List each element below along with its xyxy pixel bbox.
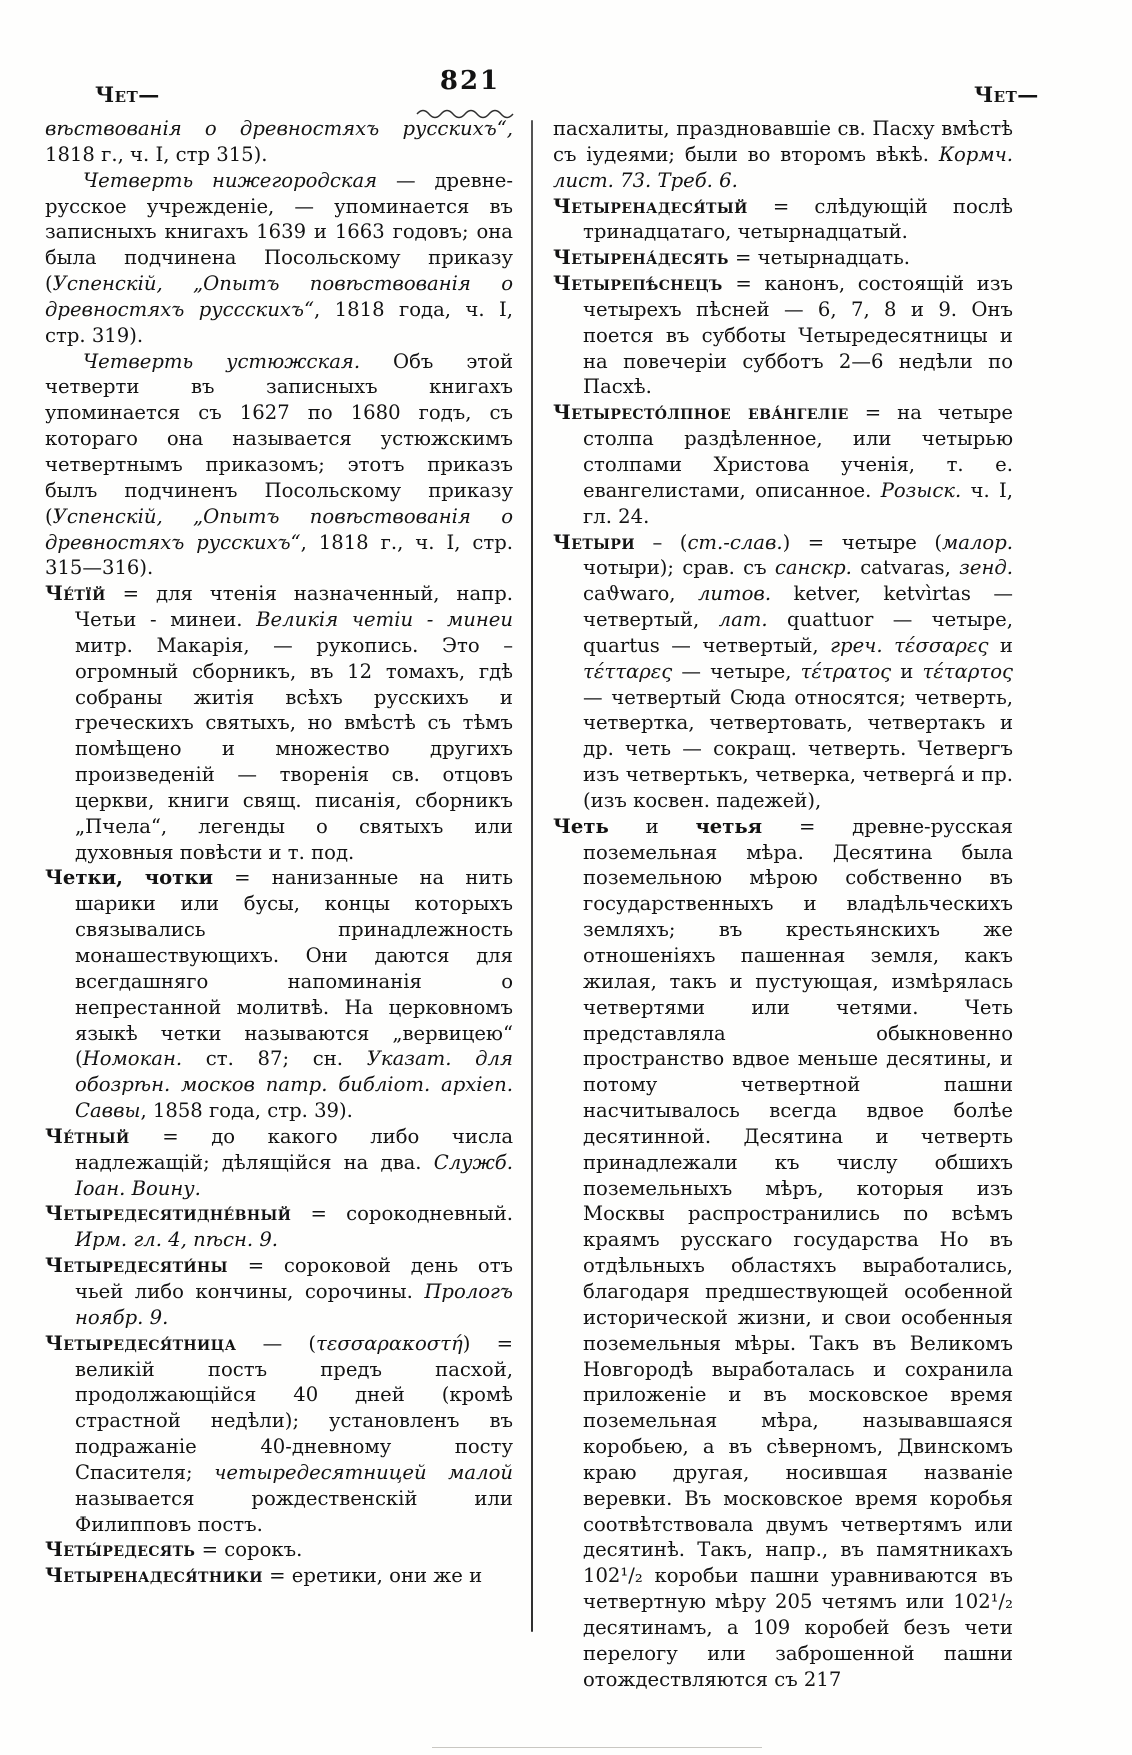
column-right: [553, 116, 1013, 1692]
greek-term: τέτρατος: [800, 659, 892, 683]
body-text: catvaras,: [851, 556, 960, 580]
citation-text: Ирм. гл. 4, пѣсн. 9.: [75, 1228, 279, 1252]
body-text: ) = великій постъ предъ пасхой, продолжающійся 40 дней (кромѣ страстной недѣли); установленъ въ подражаніе 40-дневному посту Спасителя;: [75, 1331, 513, 1484]
body-text: , 1858 года, стр. 39).: [140, 1099, 353, 1123]
body-text: = для чтенія назначенный, напр. Четьи - минеи.: [75, 582, 513, 632]
dictionary-entry: [45, 1537, 513, 1563]
citation-text: ст.-слав.: [687, 530, 783, 554]
citation-text: Четверть устюжская.: [83, 349, 361, 373]
citation-text: малор.: [942, 530, 1013, 554]
entry-headword: Четыредесяти́ны: [45, 1254, 228, 1278]
body-text: quattuor — четыре, quartus — четвертый,: [583, 608, 1013, 657]
body-text: — четыре,: [672, 659, 801, 683]
entry-headword: четья: [695, 814, 763, 838]
citation-text: Служб. Іоан. Воину.: [75, 1150, 513, 1200]
greek-term: τέσσαρες: [894, 633, 989, 657]
running-head-right: Чет—: [974, 82, 1039, 107]
citation-text: Номокан.: [82, 1047, 183, 1071]
body-text: ст. 87; сн.: [182, 1047, 367, 1071]
body-text: = сорокодневный.: [291, 1202, 513, 1226]
entry-headword: Четыресто́лпное ева́нгеліе: [553, 401, 849, 425]
body-text: = до какого либо числа надлежащій; дѣлящійся на два.: [75, 1124, 513, 1174]
body-text: 1818 г., ч. I, стр 315).: [45, 142, 268, 166]
body-text: — четвертый Сюда относятся; четверть, четвертка, четвертовать, четвертакъ и др. четь — сокращ. четверть. Четвергъ изъ четвертькъ, четверка, четверга́ и пр. (изъ косвен. падежей),: [583, 685, 1013, 812]
body-text: = сорокъ.: [195, 1538, 303, 1562]
body-text: — (: [236, 1331, 317, 1355]
body-text: = канонъ, состоящій изъ четырехъ пѣсней — 6, 7, 8 и 9. Онъ поется въ субботы Четыредесятницы и на повечеріи субботъ 2—6 недѣли по Пасхѣ.: [583, 272, 1013, 399]
body-text: – (: [634, 530, 688, 554]
dictionary-entry: [45, 865, 513, 1123]
paragraph: [553, 116, 1013, 194]
body-text: — древне-русское учрежденіе, — упоминается въ записныхъ книгахъ 1639 и 1663 годовъ; она была подчинена Посольскому приказу (: [45, 168, 513, 296]
citation-text: вѣствованія о древностяхъ русскихъ“,: [45, 117, 513, 140]
dictionary-entry: [553, 271, 1013, 400]
dictionary-entry: [553, 814, 1013, 1693]
dictionary-entry: [45, 1563, 513, 1589]
dictionary-entry: [45, 1201, 513, 1253]
citation-text: Великія четіи - минеи: [256, 608, 513, 632]
body-text: [883, 634, 895, 657]
entry-headword: Четырепѣ́снецъ: [553, 272, 723, 296]
body-text: = на четыре столпа раздѣленное, или четырью столпами Христова ученія, т. е. евангелистами, описанное.: [583, 401, 1013, 502]
entry-headword: Четыредесятидне́вный: [45, 1202, 292, 1226]
body-text: ч. I, гл. 24.: [583, 478, 1014, 528]
entry-headword: Че́тный: [45, 1124, 130, 1148]
entry-headword: Четь: [553, 814, 609, 838]
citation-text: Указат. для обозрѣн. москов патр. библіот. архіеп. Саввы: [75, 1047, 513, 1123]
body-text: = нанизанные на нить шарики или бусы, концы которыхъ связывались принадлежность монашествующихъ. Они даются для всегдашняго напоминанія о непрестанной молитвѣ. На церковномъ языкѣ четки называются „вервицею“ (: [75, 866, 513, 1071]
dictionary-entry: [45, 1331, 513, 1538]
citation-text: Четверть нижегородская: [83, 168, 378, 192]
running-head-left: Чет—: [95, 82, 160, 107]
citation-text: литов.: [697, 582, 772, 606]
body-text: чотыри); срав. съ: [583, 556, 775, 580]
paragraph: [45, 168, 513, 349]
body-text: ) = четыре (: [782, 530, 943, 554]
body-text: называется рождественскій или Филипповъ постъ.: [75, 1486, 513, 1536]
greek-term: τέταρτος: [922, 659, 1013, 683]
body-text: и: [891, 659, 923, 683]
dictionary-entry: [553, 245, 1013, 271]
paragraph: [45, 349, 513, 582]
greek-term: τεσσαρακοστή: [316, 1331, 463, 1355]
citation-text: греч.: [830, 633, 883, 657]
entry-headword: Четки, чотки: [45, 866, 213, 890]
entry-headword: Четыренадеся́тый: [553, 194, 748, 218]
citation-text: лат.: [718, 608, 768, 632]
entry-headword: Четыредеся́тница: [45, 1331, 237, 1355]
dictionary-entry: [553, 400, 1013, 529]
body-text: = сороковой день отъ чьей либо кончины, сорочины.: [75, 1254, 513, 1303]
citation-text: Кормч. лист. 73. Треб. 6.: [553, 142, 1013, 192]
bottom-rule: [432, 1747, 762, 1748]
dictionary-entry: [45, 1124, 513, 1202]
entry-headword: Четы́редесять: [45, 1538, 196, 1562]
body-text: и: [988, 633, 1013, 657]
dictionary-entry: [553, 194, 1013, 246]
column-divider: [531, 120, 533, 1632]
entry-headword: Че́тїй: [45, 582, 106, 606]
body-text: пасхалиты, праздновавшіе св. Пасху вмѣстѣ съ іудеями; были во второмъ вѣкѣ.: [553, 117, 1013, 166]
entry-headword: Четыри: [553, 530, 635, 554]
citation-text: зенд.: [959, 556, 1013, 580]
body-text: , 1818 г., ч. I, стр. 315—316).: [45, 530, 513, 580]
citation-text: санскр.: [774, 556, 852, 580]
body-text: Объ этой четверти въ записныхъ книгахъ упоминается съ 1627 по 1680 годъ, съ котораго она называется устюжскимъ четвертнымъ приказомъ; этотъ приказъ былъ подчиненъ Посольскому приказу (: [45, 349, 513, 528]
paragraph: [45, 116, 513, 168]
body-text: митр. Макарія, — рукопись. Это – огромный сборникъ, въ 12 томахъ, гдѣ собраны житія всѣхъ русскихъ и греческихъ святыхъ, но вмѣстѣ съ тѣмъ помѣщено и множество другихъ произведеній — творенія св. отцовъ церкви, книги свящ. писанія, сборникъ „Пчела“, легенды о святыхъ или духовныя повѣсти и т. под.: [75, 633, 513, 864]
body-text: и: [608, 814, 696, 838]
page-number: 821: [439, 66, 501, 96]
body-text: = древне-русская поземельная мѣра. Десятина была поземельною мѣрою собственно въ государственныхъ и владѣльческихъ земляхъ; въ крестьянскихъ же отношеніяхъ пашенная земля, какъ жилая, такъ и пустующая, измѣрялась четвертями или четями. Четь представляла обыкновенно пространство вдвое меньше десятины, и потому четвертной пашни насчитывалось всегда вдвое болѣе десятинной. Десятина и четверть принадлежали къ числу обшихъ поземельныхъ мѣръ, которыя изъ Москвы распространились по всѣмъ краямъ русскаго государства Но въ отдѣльныхъ областяхъ выработались, благодаря предшествующей особенной исторической жизни, и свои особенныя поземельныя мѣры. Такъ въ Великомъ Новгородѣ выработалась и сохранила приложеніе и въ московское время поземельная мѣра, называвшаяся коробьею, а въ сѣверномъ, Двинскомъ краю другая, носившая названіе веревки. Въ московское время коробья соотвѣтствовала двумъ четвертямъ или десятинѣ. Такъ, напр., въ памятникахъ 102¹/₂ коробьи пашни уравниваются въ четвертную мѣру 205 четямъ или 102¹/₂ десятинамъ, а 109 коробей безъ чети перелогу или заброшенной пашни отождествляются съ 217: [583, 814, 1013, 1691]
citation-text: четыредесятницей малой: [214, 1460, 513, 1484]
citation-text: Прологъ ноябр. 9.: [75, 1279, 513, 1329]
body-text: caϑwaro,: [583, 582, 698, 606]
citation-text: Успенскій, „Опытъ повѣствованія о древностяхъ руссскихъ“: [45, 272, 513, 321]
column-left: [45, 116, 513, 1589]
entry-headword: Четырена́десять: [553, 246, 729, 270]
citation-text: Успенскій, „Опытъ повѣствованія о древностяхъ русскихъ“: [45, 504, 513, 554]
greek-term: τέτταρες: [583, 659, 673, 683]
body-text: ketver, ketvìrtas — четвертый,: [583, 582, 1014, 632]
dictionary-entry: [45, 581, 513, 865]
body-text: = еретики, они же и: [262, 1564, 483, 1588]
entry-headword: Четыренадеся́тники: [45, 1564, 263, 1588]
body-text: , 1818 года, ч. I, стр. 319).: [45, 297, 513, 347]
dictionary-entry: [553, 530, 1013, 814]
dictionary-entry: [45, 1253, 513, 1331]
body-text: = четырнадцать.: [728, 246, 911, 270]
body-text: = слѣдующій послѣ тринадцатаго, четырнадцатый.: [583, 194, 1013, 244]
citation-text: Розыск.: [880, 478, 962, 502]
